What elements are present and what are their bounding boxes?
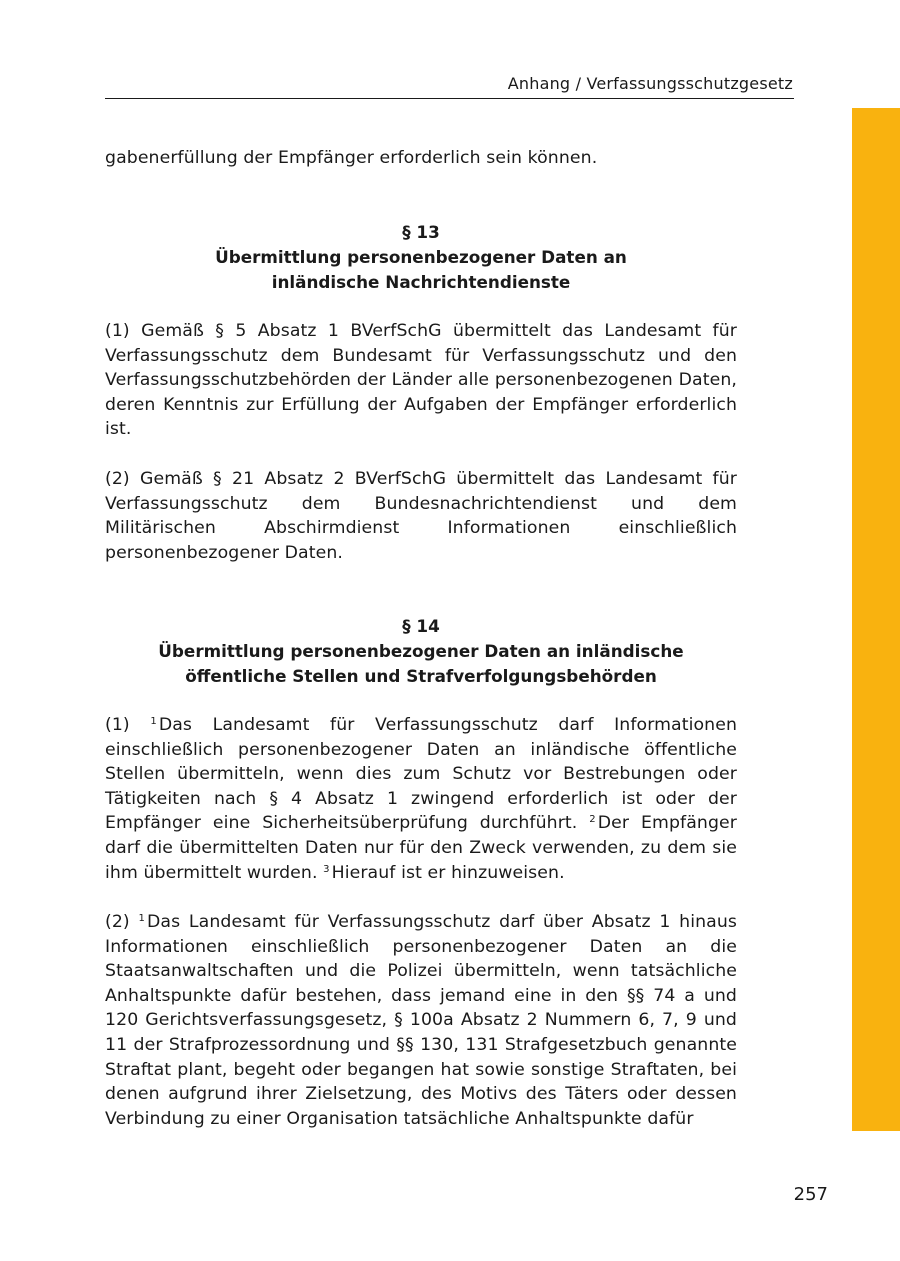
section-14-paragraph-1 bbox=[105, 713, 737, 885]
page-number: 257 bbox=[793, 1184, 828, 1205]
para1-sentence-2: Der Empfänger darf die übermittelten Daten nur für den Zweck verwenden, zu dem sie ihm übermittelt wurden. bbox=[105, 813, 737, 883]
section-14-title-line2: öffentliche Stellen und Strafverfolgungsbehörden bbox=[185, 666, 657, 686]
running-header: Anhang / Verfassungsschutzgesetz bbox=[507, 74, 793, 93]
para1-sentence-1: Das Landesamt für Verfassungsschutz darf Informationen einschließlich personenbezogener Daten an inländische öffentliche Stellen übermitteln, wenn dies zum Schutz vor Bestrebungen oder Tätigkeiten nach § 4 Absatz 1 zwingend erforderlich ist oder der Empfänger eine Sicherheitsüberprüfung durchführt. bbox=[105, 715, 738, 834]
para1-label: (1) bbox=[105, 715, 130, 735]
sentence-1-marker: 1 bbox=[150, 716, 157, 727]
section-14-title-line1: Übermittlung personenbezogener Daten an inländische bbox=[158, 641, 684, 661]
continuation-text bbox=[105, 146, 737, 171]
para2-sentence-1: Das Landesamt für Verfassungsschutz darf über Absatz 1 hinaus Informationen einschließlich personenbezogener Daten an die Staatsanwaltschaften und die Polizei übermitteln, wenn tatsächliche Anhaltspunkte dafür bestehen, dass jemand eine in den §§ 74 a und 120 Gerichtsverfassungsgesetz, § 100a Absatz 2 Nummern 6, 7, 9 und 11 der Strafprozessordnung und §§ 130, 131 Strafgesetzbuch genannte Straftat plant, begeht oder begangen hat sowie sonstige Straftaten, bei denen aufgrund ihrer Zielsetzung, des Motivs des Täters oder dessen Verbindung zu einer Organisation tatsächliche Anhaltspunkte dafür bbox=[105, 912, 738, 1129]
section-13-para2-text: (2) Gemäß § 21 Absatz 2 BVerfSchG übermittelt das Landesamt für Verfassungsschutz dem Bundesnachrichtendienst und dem Militärischen Abschirmdienst Informationen einschließlich personenbezogener Daten. bbox=[105, 469, 737, 563]
continuation-paragraph: gabenerfüllung der Empfänger erforderlich sein können. bbox=[105, 148, 598, 168]
section-13-number: § 13 bbox=[402, 222, 440, 242]
section-13-title-line2: inländische Nachrichtendienste bbox=[271, 272, 571, 292]
section-13-title-line1: Übermittlung personenbezogener Daten an bbox=[215, 247, 627, 267]
section-14-number: § 14 bbox=[402, 616, 440, 636]
sentence-2-marker: 2 bbox=[589, 814, 596, 826]
section-13-para1-text: (1) Gemäß § 5 Absatz 1 BVerfSchG übermittelt das Landesamt für Verfassungsschutz dem Bundesamt für Verfassungsschutz und den Verfassungsschutzbehörden der Länder alle personenbezogenen Daten, deren Kenntnis zur Erfüllung der Aufgaben der Empfänger erforderlich ist. bbox=[105, 321, 737, 440]
sentence-1-marker: 1 bbox=[138, 913, 145, 924]
header-rule bbox=[105, 98, 794, 99]
section-13-paragraph-2 bbox=[105, 467, 737, 565]
para2-label: (2) bbox=[105, 912, 130, 932]
sentence-3-marker: 3 bbox=[323, 863, 330, 875]
section-14-paragraph-2 bbox=[105, 910, 737, 1131]
section-14-heading bbox=[105, 614, 737, 689]
chapter-tab-marker bbox=[852, 108, 900, 1131]
para1-sentence-3: Hierauf ist er hinzuweisen. bbox=[331, 862, 565, 883]
section-13-paragraph-1 bbox=[105, 319, 737, 442]
section-13-heading bbox=[105, 220, 737, 295]
